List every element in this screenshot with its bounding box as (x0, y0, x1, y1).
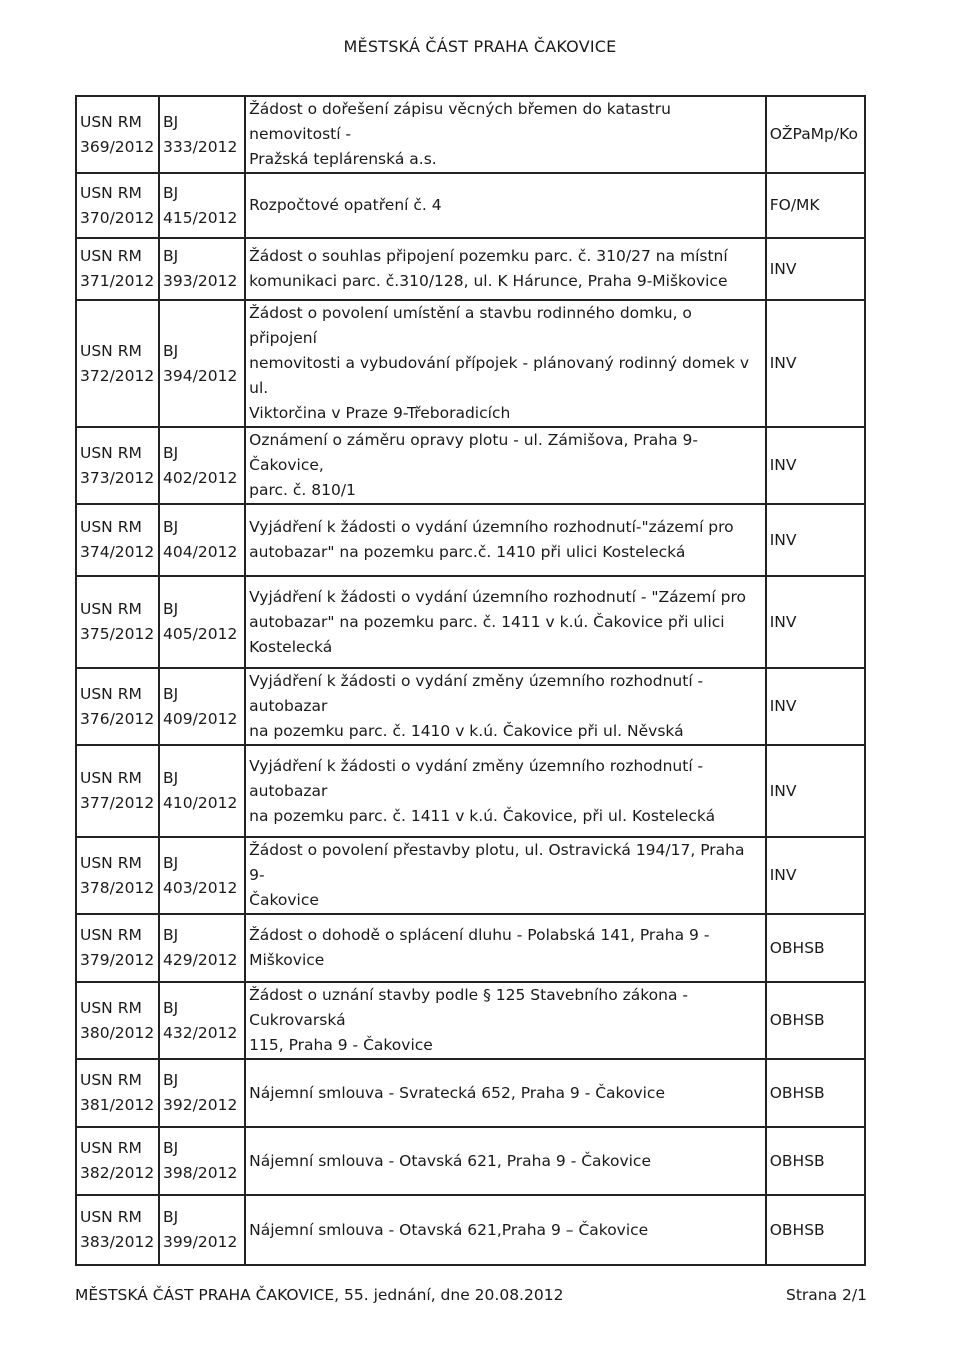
resolution-number-cell-line: 377/2012 (80, 794, 155, 812)
resolution-subject-cell-line: Žádost o dořešení zápisu věcných břemen do katastru nemovitostí - (249, 100, 671, 143)
resolution-subject-cell-line: Žádost o souhlas připojení pozemku parc. č. 310/27 na místní (249, 247, 728, 265)
resolution-number-cell-line: USN RM (80, 998, 142, 1017)
table-row (76, 982, 865, 1059)
agenda-item-number-cell (159, 173, 245, 238)
resolution-number-cell (76, 427, 159, 504)
agenda-item-number-cell (159, 837, 245, 914)
resolution-number-cell-line: 370/2012 (80, 208, 155, 227)
resolution-number-cell-line: 383/2012 (80, 1233, 155, 1251)
resolution-number-cell-line: 378/2012 (80, 878, 155, 897)
agenda-item-number-cell-line: 403/2012 (163, 878, 238, 897)
agenda-item-number-cell-line: BJ (163, 600, 179, 618)
resolution-subject-cell-line: nemovitosti a vybudování přípojek - plánovaný rodinný domek v ul. (249, 354, 750, 397)
agenda-item-number-cell (159, 96, 245, 173)
resolution-number-cell-line: 376/2012 (80, 709, 155, 728)
department-cell: INV (766, 668, 865, 745)
agenda-item-number-cell-line: BJ (163, 853, 179, 872)
agenda-item-number-cell-line: BJ (163, 1139, 179, 1157)
agenda-item-number-cell-line: BJ (163, 518, 179, 536)
agenda-item-number-cell (159, 427, 245, 504)
resolution-number-cell-line: USN RM (80, 341, 142, 360)
agenda-item-number-cell-line: 399/2012 (163, 1233, 238, 1251)
agenda-item-number-cell-line: 409/2012 (163, 709, 238, 728)
resolution-subject-cell-line: Vyjádření k žádosti o vydání změny územního rozhodnutí - autobazar (249, 756, 704, 800)
agenda-item-number-cell-line: BJ (163, 769, 179, 787)
resolution-subject-cell-line: Vyjádření k žádosti o vydání územního rozhodnutí - "Zázemí pro (249, 587, 746, 606)
resolution-number-cell-line: 372/2012 (80, 366, 155, 385)
table-row (76, 238, 865, 300)
resolution-number-cell-line: USN RM (80, 443, 142, 462)
table-row (76, 1059, 865, 1127)
resolution-number-cell (76, 1059, 159, 1127)
resolution-number-cell-line: USN RM (80, 1208, 142, 1226)
resolution-subject-cell-line: Vyjádření k žádosti o vydání změny územního rozhodnutí - autobazar (249, 672, 704, 715)
resolution-number-cell (76, 576, 159, 668)
resolution-subject-cell (245, 96, 766, 173)
resolution-number-cell (76, 914, 159, 982)
agenda-item-number-cell-line: BJ (163, 443, 179, 462)
resolution-subject-cell-line: Pražská teplárenská a.s. (249, 150, 437, 168)
department-cell: OBHSB (766, 1127, 865, 1195)
resolution-subject-cell-line: parc. č. 810/1 (249, 481, 356, 499)
resolution-subject-cell (245, 504, 766, 576)
resolution-subject-cell-line: Viktorčina v Praze 9-Třeboradicích (249, 404, 511, 422)
resolution-subject-cell-line: na pozemku parc. č. 1410 v k.ú. Čakovice při ul. Něvská (249, 722, 684, 740)
resolution-subject-cell-line: Vyjádření k žádosti o vydání územního rozhodnutí-"zázemí pro (249, 518, 734, 536)
resolution-number-cell-line: 379/2012 (80, 951, 155, 969)
resolution-number-cell-line: USN RM (80, 684, 142, 703)
agenda-item-number-cell-line: 393/2012 (163, 272, 238, 290)
table-row (76, 914, 865, 982)
department-cell: INV (766, 745, 865, 837)
resolution-number-cell (76, 96, 159, 173)
department-cell: OŽPaMp/Ko (766, 96, 865, 173)
resolution-subject-cell-line: komunikaci parc. č.310/128, ul. K Hárunce, Praha 9-Miškovice (249, 272, 728, 290)
resolution-subject-cell-line: autobazar" na pozemku parc.č. 1410 při ulici Kostelecká (249, 543, 686, 561)
resolution-number-cell-line: 380/2012 (80, 1023, 155, 1042)
resolution-number-cell-line: 382/2012 (80, 1164, 155, 1182)
resolution-subject-cell-line: Žádost o povolení umístění a stavbu rodinného domku, o připojení (249, 304, 692, 347)
resolution-number-cell-line: 373/2012 (80, 468, 155, 487)
agenda-item-number-cell-line: BJ (163, 684, 179, 703)
table-row (76, 427, 865, 504)
resolution-number-cell (76, 1195, 159, 1265)
resolution-subject-cell (245, 982, 766, 1059)
resolution-subject-cell (245, 745, 766, 837)
resolution-subject-cell-line: Rozpočtové opatření č. 4 (249, 196, 442, 214)
department-cell: FO/MK (766, 173, 865, 238)
resolution-subject-cell (245, 1059, 766, 1127)
table-row (76, 300, 865, 427)
department-cell: OBHSB (766, 914, 865, 982)
resolution-subject-cell (245, 1127, 766, 1195)
resolution-number-cell (76, 300, 159, 427)
resolution-number-cell (76, 1127, 159, 1195)
agenda-item-number-cell-line: BJ (163, 1071, 179, 1089)
resolution-subject-cell (245, 1195, 766, 1265)
table-row (76, 576, 865, 668)
agenda-item-number-cell-line: 415/2012 (163, 208, 238, 227)
resolution-number-cell (76, 837, 159, 914)
footer-meeting-info: MĚSTSKÁ ČÁST PRAHA ČAKOVICE, 55. jednání, dne 20.08.2012 (75, 1286, 564, 1304)
agenda-item-number-cell-line: BJ (163, 183, 179, 202)
agenda-item-number-cell-line: 404/2012 (163, 543, 238, 561)
agenda-item-number-cell (159, 504, 245, 576)
department-cell: INV (766, 427, 865, 504)
resolution-subject-cell (245, 300, 766, 427)
resolution-number-cell (76, 982, 159, 1059)
resolution-subject-cell (245, 238, 766, 300)
resolution-number-cell-line: USN RM (80, 600, 142, 618)
resolution-number-cell-line: USN RM (80, 518, 142, 536)
resolution-number-cell-line: 375/2012 (80, 625, 155, 643)
table-row (76, 668, 865, 745)
agenda-item-number-cell-line: 398/2012 (163, 1164, 238, 1182)
resolution-subject-cell-line: Nájemní smlouva - Svratecká 652, Praha 9 - Čakovice (249, 1083, 665, 1102)
table-row (76, 173, 865, 238)
resolution-number-cell-line: USN RM (80, 926, 142, 944)
agenda-item-number-cell (159, 668, 245, 745)
agenda-item-number-cell-line: BJ (163, 998, 179, 1017)
resolution-subject-cell (245, 576, 766, 668)
resolution-number-cell-line: 369/2012 (80, 137, 155, 156)
agenda-item-number-cell-line: 333/2012 (163, 137, 238, 156)
footer-page-number: Strana 2/1 (786, 1286, 867, 1304)
resolution-subject-cell (245, 427, 766, 504)
agenda-item-number-cell (159, 1195, 245, 1265)
table-row (76, 745, 865, 837)
agenda-item-number-cell-line: BJ (163, 247, 179, 265)
resolution-subject-cell-line: na pozemku parc. č. 1411 v k.ú. Čakovice, při ul. Kostelecká (249, 806, 716, 825)
agenda-item-number-cell (159, 982, 245, 1059)
department-cell: INV (766, 504, 865, 576)
agenda-item-number-cell (159, 1059, 245, 1127)
resolution-number-cell (76, 173, 159, 238)
table-row (76, 837, 865, 914)
resolution-number-cell (76, 668, 159, 745)
department-cell: OBHSB (766, 1059, 865, 1127)
table-row (76, 96, 865, 173)
resolution-subject-cell-line: Žádost o uznání stavby podle § 125 Stavebního zákona - Cukrovarská (249, 986, 688, 1029)
agenda-item-number-cell-line: 429/2012 (163, 951, 238, 969)
resolution-subject-cell-line: Žádost o povolení přestavby plotu, ul. Ostravická 194/17, Praha 9- (249, 841, 745, 884)
resolution-subject-cell-line: Nájemní smlouva - Otavská 621, Praha 9 - Čakovice (249, 1151, 651, 1170)
resolution-number-cell (76, 504, 159, 576)
resolution-subject-cell (245, 837, 766, 914)
resolution-subject-cell-line: Kostelecká (249, 637, 333, 656)
table-row (76, 504, 865, 576)
resolution-number-cell (76, 238, 159, 300)
resolution-subject-cell-line: autobazar" na pozemku parc. č. 1411 v k.ú. Čakovice při ulici (249, 612, 725, 631)
resolution-number-cell-line: USN RM (80, 769, 142, 787)
table-row (76, 1127, 865, 1195)
agenda-item-number-cell (159, 238, 245, 300)
agenda-item-number-cell-line: 394/2012 (163, 366, 238, 385)
agenda-item-number-cell (159, 300, 245, 427)
resolution-number-cell-line: USN RM (80, 1071, 142, 1089)
page-header-title: MĚSTSKÁ ČÁST PRAHA ČAKOVICE (343, 37, 617, 56)
agenda-item-number-cell-line: 410/2012 (163, 794, 238, 812)
resolutions-table-body (76, 96, 865, 1265)
resolution-subject-cell (245, 668, 766, 745)
agenda-item-number-cell-line: 432/2012 (163, 1023, 238, 1042)
resolution-subject-cell-line: Čakovice (249, 891, 319, 909)
agenda-item-number-cell-line: 392/2012 (163, 1096, 238, 1114)
resolution-number-cell-line: USN RM (80, 247, 142, 265)
resolution-subject-cell-line: 115, Praha 9 - Čakovice (249, 1036, 433, 1054)
resolution-subject-cell-line: Oznámení o záměru opravy plotu - ul. Zámišova, Praha 9-Čakovice, (249, 431, 698, 474)
department-cell: OBHSB (766, 1195, 865, 1265)
resolution-subject-cell-line: Žádost o dohodě o splácení dluhu - Polabská 141, Praha 9 - Miškovice (249, 926, 710, 969)
resolution-number-cell-line: 381/2012 (80, 1096, 155, 1114)
agenda-item-number-cell (159, 745, 245, 837)
agenda-item-number-cell-line: 405/2012 (163, 625, 238, 643)
resolution-number-cell (76, 745, 159, 837)
resolutions-table (75, 95, 866, 1266)
resolution-subject-cell-line: Nájemní smlouva - Otavská 621,Praha 9 – Čakovice (249, 1220, 649, 1239)
agenda-item-number-cell (159, 1127, 245, 1195)
resolution-number-cell-line: USN RM (80, 853, 142, 872)
table-row (76, 1195, 865, 1265)
department-cell: INV (766, 238, 865, 300)
agenda-item-number-cell (159, 914, 245, 982)
agenda-item-number-cell-line: BJ (163, 926, 179, 944)
agenda-item-number-cell-line: 402/2012 (163, 468, 238, 487)
resolution-number-cell-line: USN RM (80, 1139, 142, 1157)
agenda-item-number-cell-line: BJ (163, 341, 179, 360)
resolution-number-cell-line: USN RM (80, 112, 142, 131)
resolution-number-cell-line: 374/2012 (80, 543, 155, 561)
agenda-item-number-cell-line: BJ (163, 112, 179, 131)
department-cell: INV (766, 576, 865, 668)
agenda-item-number-cell-line: BJ (163, 1208, 179, 1226)
resolution-subject-cell (245, 914, 766, 982)
resolution-number-cell-line: 371/2012 (80, 272, 155, 290)
department-cell: INV (766, 837, 865, 914)
department-cell: INV (766, 300, 865, 427)
department-cell: OBHSB (766, 982, 865, 1059)
agenda-item-number-cell (159, 576, 245, 668)
resolution-subject-cell (245, 173, 766, 238)
resolution-number-cell-line: USN RM (80, 183, 142, 202)
